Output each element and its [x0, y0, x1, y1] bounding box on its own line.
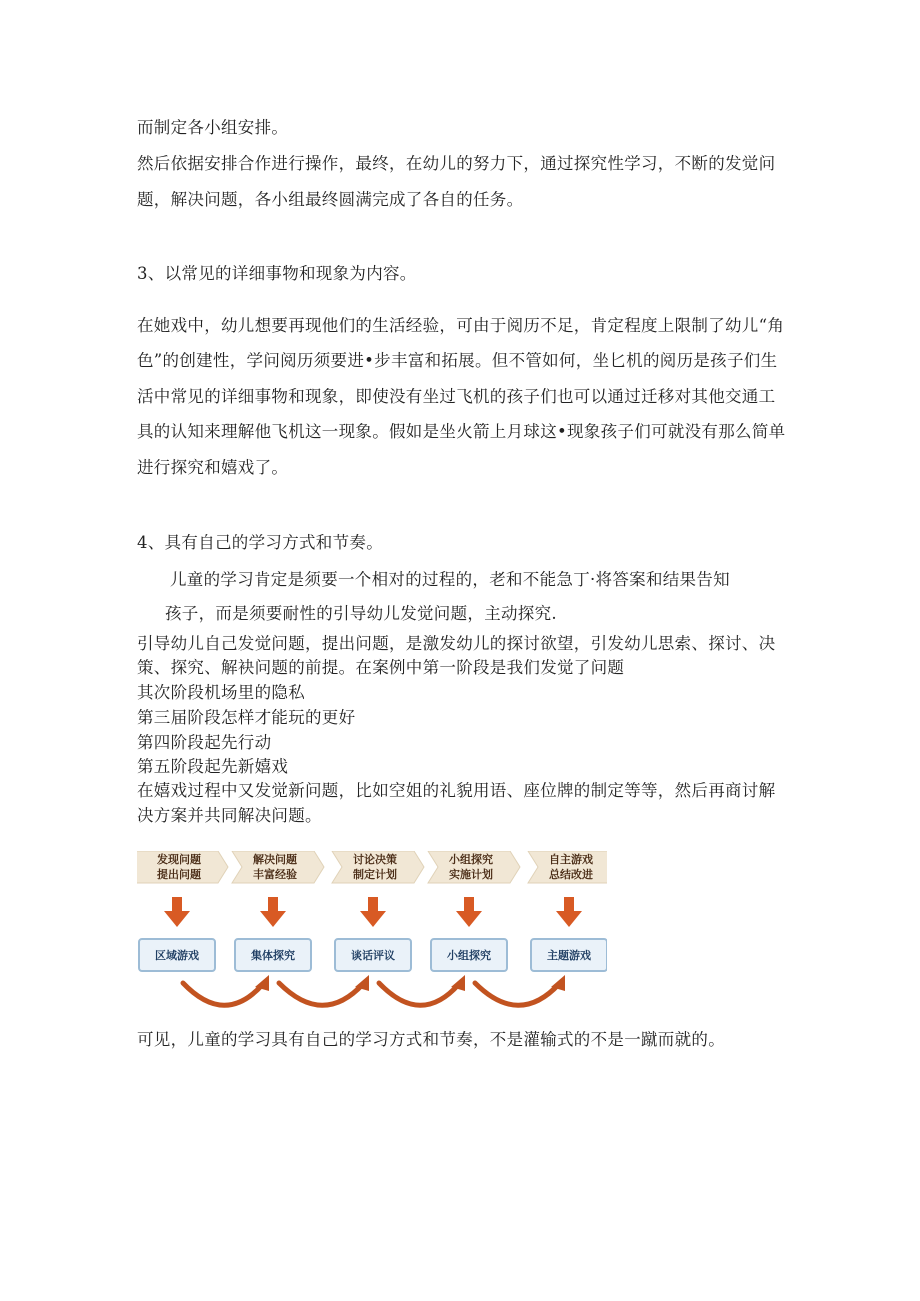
learning-process-diagram [137, 851, 607, 1008]
stage-line: 第三届阶段怎样才能玩的更好 [137, 708, 356, 727]
step-box [232, 851, 324, 883]
step-label: 发现问题 [157, 853, 201, 866]
paragraph-line: 然后依据安排合作进行操作，最终，在幼儿的努力下，通过探究性学习，不断的发觉问 [137, 154, 776, 173]
paragraph-line: 在嬉戏过程中又发觉新问题，比如空姐的礼貌用语、座位牌的制定等等，然后再商讨解 [137, 781, 776, 800]
paragraph-line: 题，解决问题，各小组最终圆满完成了各自的任务。 [137, 190, 524, 209]
activity-label: 主题游戏 [547, 949, 591, 962]
activity-box [431, 939, 507, 971]
activity-label: 谈话评议 [351, 949, 395, 962]
step-label: 制定计划 [353, 868, 397, 881]
down-arrow-icon [260, 897, 286, 927]
down-arrow-icon [360, 897, 386, 927]
step-label: 总结改进 [549, 868, 593, 881]
paragraph-line: 策、探究、解袂问题的前提。在案例中第一阶段是我们发觉了问题 [137, 658, 625, 677]
step-box [137, 851, 228, 883]
curved-arrow-icon [279, 975, 369, 1005]
step-label: 解决问题 [253, 853, 297, 866]
paragraph-line: 在她戏中，幼儿想要再现他们的生活经验，可由于阅历不足，肯定程度上限制了幼儿“角 [137, 316, 785, 335]
activity-box [139, 939, 215, 971]
curve-stroke [183, 983, 263, 1005]
activity-label: 集体探究 [251, 949, 295, 962]
down-arrow-icon [164, 897, 190, 927]
step-label: 丰富经验 [253, 868, 297, 881]
curved-arrow-icon [183, 975, 269, 1005]
paragraph-line: 儿童的学习肯定是须要一个相对的过程的，老和不能急丁·将答案和结果告知 [170, 570, 730, 589]
curved-arrow-icon [475, 975, 565, 1005]
step-label: 讨论决策 [353, 853, 397, 866]
paragraph-line: 具的认知来理解他飞机这一现象。假如是坐火箭上月球这•现象孩子们可就没有那么简单 [137, 422, 786, 441]
stage-line: 第四阶段起先行动 [137, 733, 272, 752]
down-arrow-icon [556, 897, 582, 927]
step-label: 提出问题 [157, 868, 201, 881]
paragraph-line: 色”的创建性，学问阅历须要进•步丰富和拓展。但不管如何，坐匕机的阅历是孩子们生 [137, 351, 778, 370]
stage-line: 第五阶段起先新嬉戏 [137, 757, 289, 776]
step-label: 小组探究 [449, 853, 493, 866]
activity-label: 小组探究 [447, 949, 491, 962]
paragraph-line: 而制定各小组安排。 [137, 118, 289, 137]
step-label: 实施计划 [449, 868, 493, 881]
curve-stroke [279, 983, 363, 1005]
paragraph-line: 决方案并共同解决问题。 [137, 806, 322, 825]
step-label: 自主游戏 [549, 853, 593, 866]
paragraph-line: 可见，儿童的学习具有自己的学习方式和节奏，不是灌输式的不是一蹴而就的。 [137, 1030, 725, 1049]
paragraph-line: 进行探究和嬉戏了。 [137, 458, 289, 477]
step-box [528, 851, 607, 883]
down-arrow-icon [456, 897, 482, 927]
paragraph-line: 孩子，而是须要耐性的引导幼儿发觉问题，主动探究. [165, 604, 557, 623]
section-heading-3: 3、以常见的详细事物和现象为内容。 [137, 264, 417, 283]
stage-line: 其次阶段机场里的隐私 [137, 683, 305, 702]
curve-stroke [475, 983, 559, 1005]
paragraph-line: 引导幼儿自己发觉问题，提出问题，是激发幼儿的探讨欲望，引发幼儿思索、探讨、决 [137, 634, 776, 653]
step-box [332, 851, 424, 883]
curved-arrow-icon [379, 975, 465, 1005]
activity-box [335, 939, 411, 971]
paragraph-line: 活中常见的详细事物和现象，即使没有坐过飞机的孩子们也可以通过迁移对其他交通工 [137, 387, 776, 406]
activity-box [235, 939, 311, 971]
curve-stroke [379, 983, 459, 1005]
activity-box [531, 939, 607, 971]
activity-label: 区域游戏 [155, 949, 199, 962]
section-heading-4: 4、具有自己的学习方式和节奏。 [137, 533, 383, 552]
step-box [428, 851, 520, 883]
